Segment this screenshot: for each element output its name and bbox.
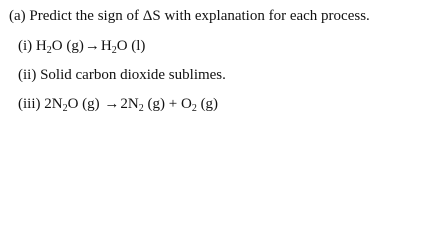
process-text: Solid carbon dioxide sublimes. bbox=[40, 67, 226, 83]
reaction-arrow: → bbox=[104, 96, 120, 112]
reaction-arrow: → bbox=[84, 38, 100, 54]
formula-part: 2N bbox=[120, 96, 139, 112]
formula-part: 2N bbox=[44, 96, 63, 112]
item-label: (ii) bbox=[18, 67, 41, 83]
products bbox=[120, 96, 218, 112]
formula-part: O (g) bbox=[51, 38, 84, 54]
formula-part: (g) + O bbox=[143, 96, 192, 112]
item-label: (iii) bbox=[18, 96, 45, 112]
subscript: 2 bbox=[191, 103, 197, 114]
process-iii bbox=[18, 95, 218, 113]
reactant bbox=[44, 96, 103, 112]
subscript: 2 bbox=[138, 103, 144, 114]
formula-part: H bbox=[100, 38, 112, 54]
subscript: 2 bbox=[62, 103, 68, 114]
question-heading: (a) Predict the sign of ΔS with explanation for each process. bbox=[9, 8, 370, 24]
subscript: 2 bbox=[46, 45, 52, 56]
item-label: (i) bbox=[18, 38, 36, 54]
formula-part: O (g) bbox=[67, 96, 104, 112]
process-i bbox=[18, 37, 145, 55]
formula-part: (g) bbox=[196, 96, 219, 112]
reactant bbox=[36, 38, 84, 54]
subscript: 2 bbox=[111, 45, 117, 56]
formula-part: H bbox=[35, 38, 47, 54]
formula-part: O (l) bbox=[116, 38, 146, 54]
product bbox=[101, 38, 146, 54]
process-ii bbox=[18, 66, 226, 84]
